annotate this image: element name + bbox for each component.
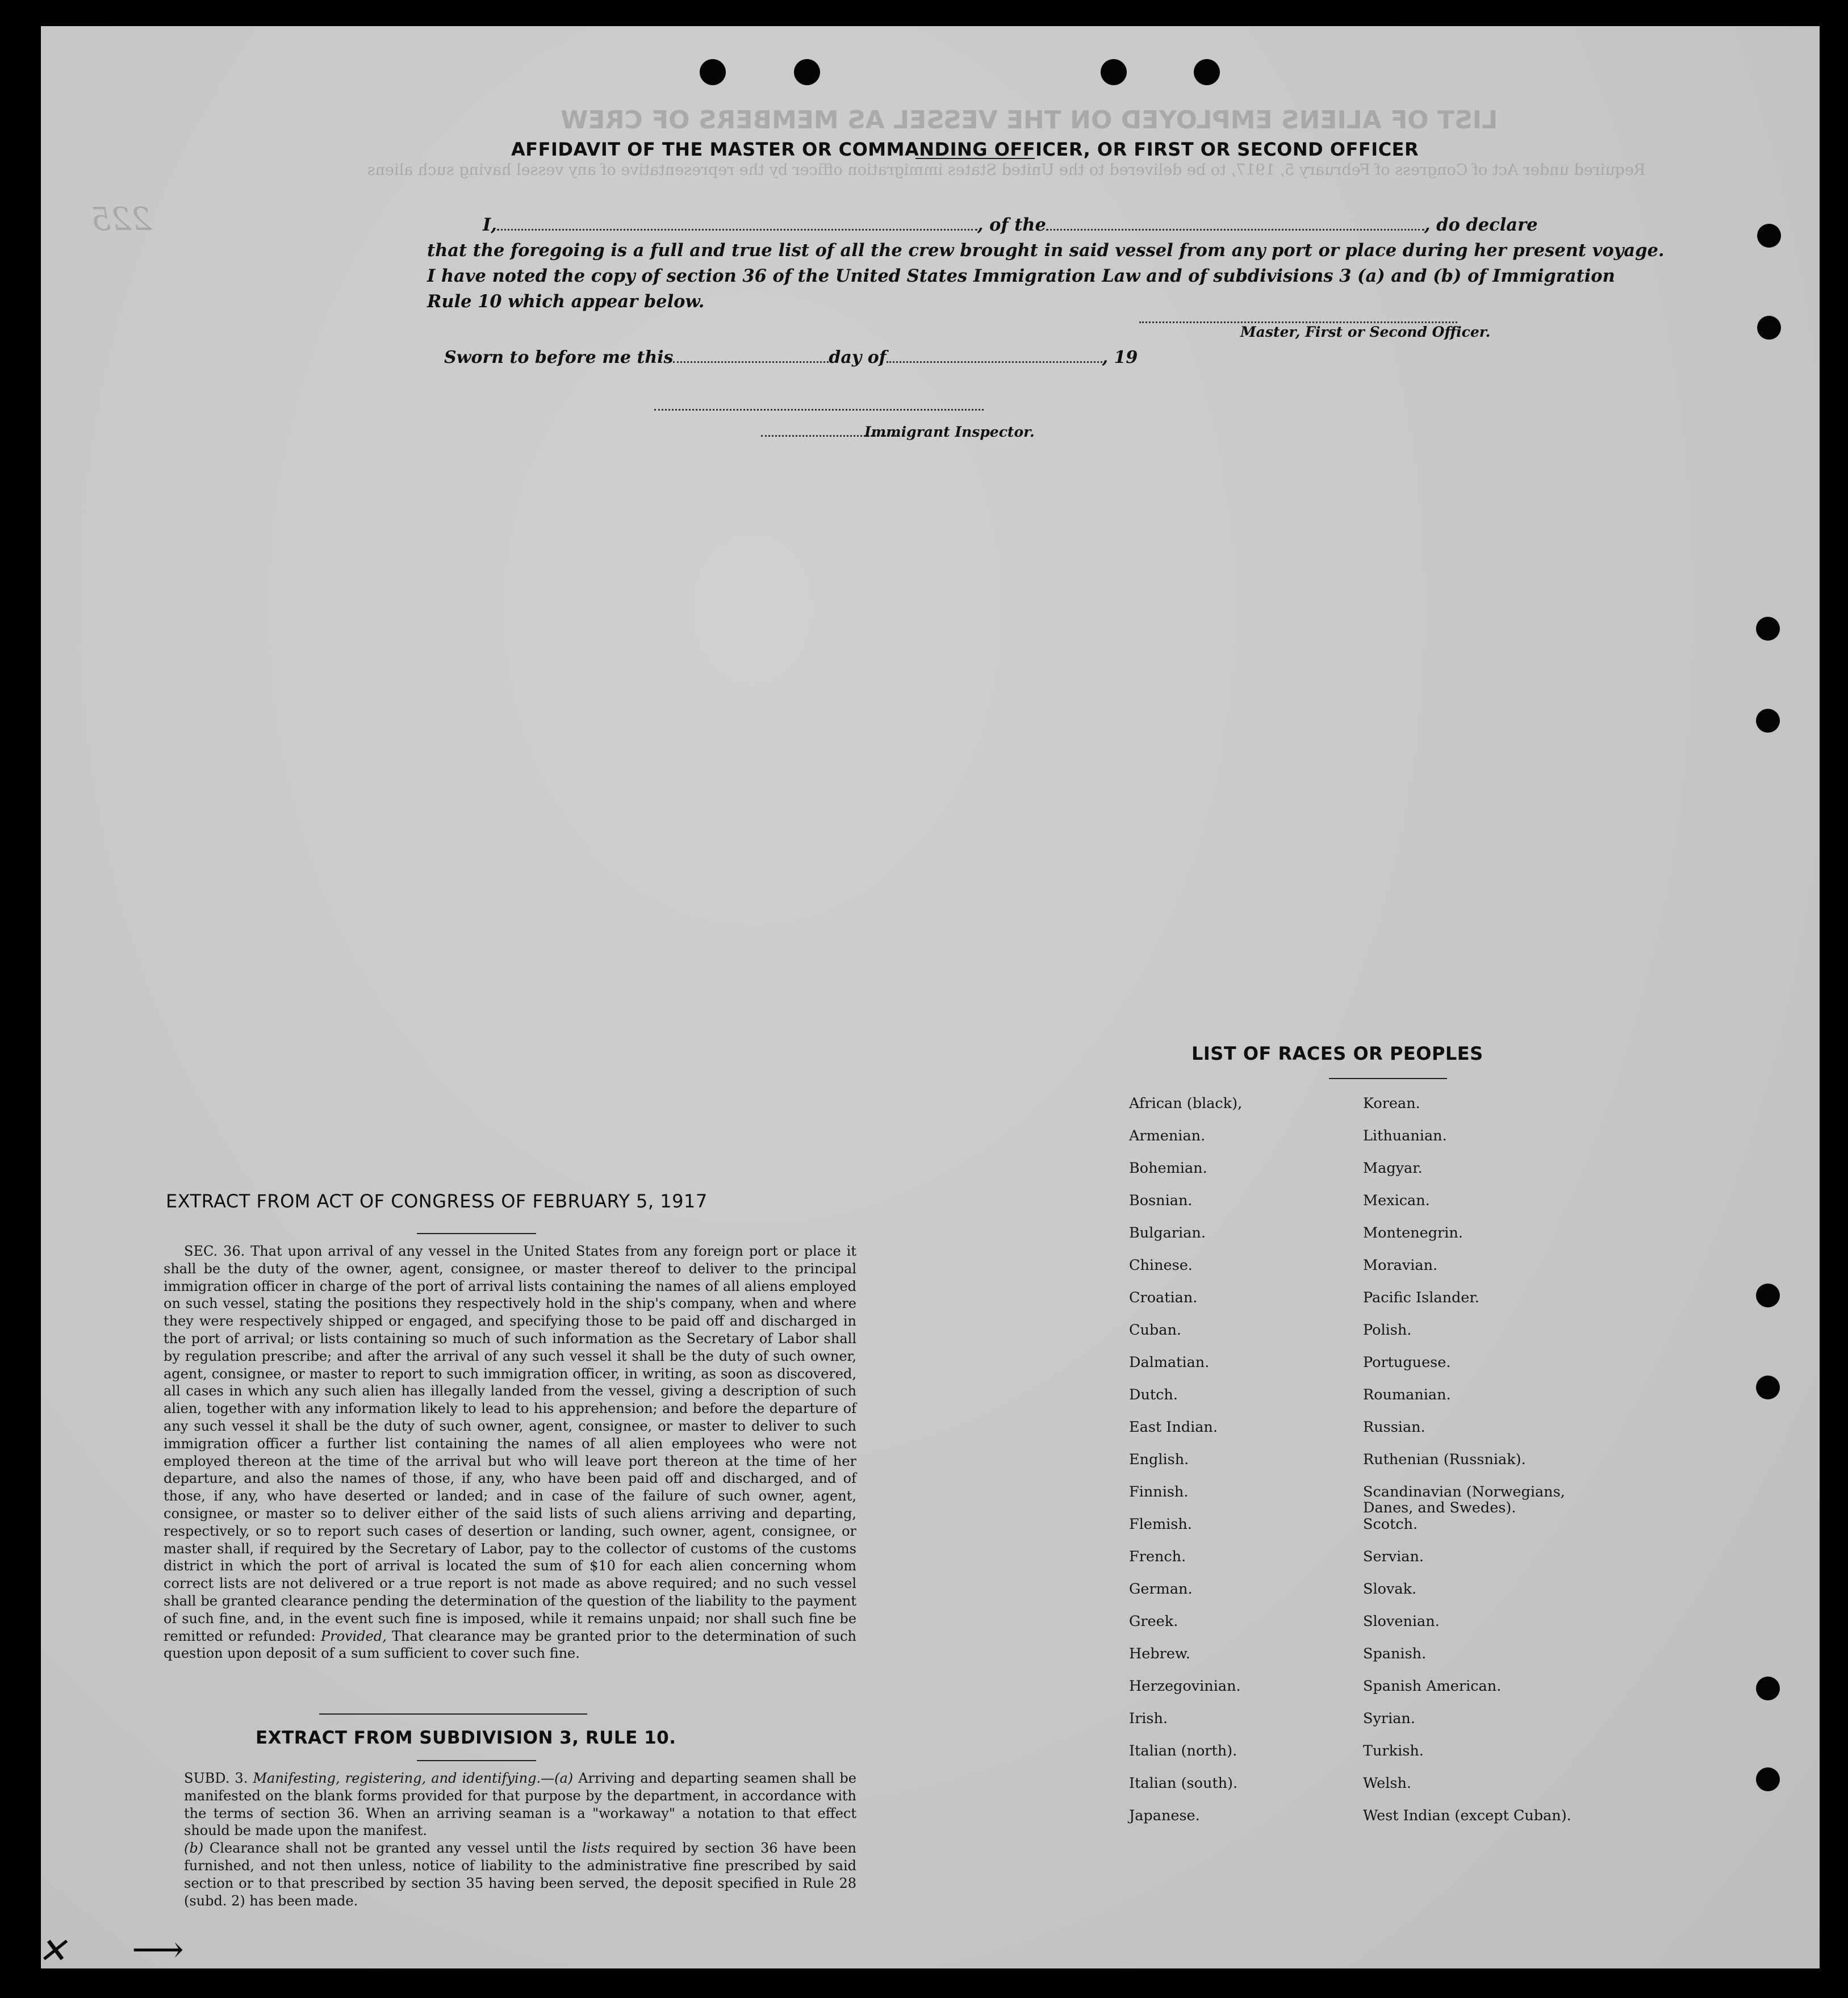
race-left-5: Chinese. <box>1129 1257 1193 1274</box>
race-left-19: Irish. <box>1129 1710 1168 1727</box>
rule-extract-title: EXTRACT FROM SUBDIVISION 3, RULE 10. <box>256 1728 676 1748</box>
act-extract-rule <box>417 1233 536 1234</box>
declaration-do-declare: , do declare <box>1424 215 1538 235</box>
race-right-13: Scotch. <box>1363 1516 1418 1533</box>
race-right-18: Spanish American. <box>1363 1678 1502 1695</box>
bleed-through-required-line: Required under Act of Congress of February 5, 1917, to be delivered to the United States immigration officer by the representative of any vessel having such aliens <box>367 161 1646 179</box>
race-left-0: African (black), <box>1129 1095 1243 1112</box>
races-title-rule <box>1329 1078 1447 1079</box>
master-signature-blank[interactable] <box>1139 309 1457 323</box>
race-left-7: Cuban. <box>1129 1322 1181 1339</box>
bleed-through-title: LIST OF ALIENS EMPLOYED ON THE VESSEL AS MEMBERS OF CREW <box>560 106 1498 135</box>
race-right-5: Moravian. <box>1363 1257 1438 1274</box>
race-right-1: Lithuanian. <box>1363 1127 1447 1144</box>
subd-b-lists: lists <box>582 1840 611 1857</box>
race-right-21: Welsh. <box>1363 1775 1411 1792</box>
declaration-of-the: , of the <box>977 215 1046 235</box>
race-right-17: Spanish. <box>1363 1645 1427 1662</box>
subd-a-lead: SUBD. 3. <box>184 1770 248 1786</box>
race-left-14: French. <box>1129 1548 1186 1565</box>
affidavit-title-rule <box>915 158 1035 159</box>
race-left-11: English. <box>1129 1451 1189 1468</box>
race-right-12: Scandinavian (Norwegians, Danes, and Swedes). <box>1363 1483 1565 1516</box>
name-blank[interactable] <box>497 216 977 231</box>
master-signature-label: Master, First or Second Officer. <box>1240 324 1491 340</box>
race-left-16: Greek. <box>1129 1613 1178 1630</box>
sworn-day-blank[interactable] <box>673 349 829 363</box>
race-left-12: Finnish. <box>1129 1483 1189 1500</box>
affidavit-title: AFFIDAVIT OF THE MASTER OR COMMANDING OFFICER, OR FIRST OR SECOND OFFICER <box>511 139 1419 160</box>
act-section-36: SEC. 36. That upon arrival of any vessel in the United States from any foreign port or place it shall be the duty of the owner, agent, consignee, or master thereof to deliver to the principal immigration officer in charge of the port of arrival lists containing the names of all aliens employed on such vessel, stating the positions they respectively hold in the ship's company, when and where they were respectively shipped or engaged, and specifying those to be paid off and discharged in the port of arrival; or lists containing so much of such information as the Secretary of Labor shall by regulation prescribe; and after the arrival of any such vessel it shall be the duty of such owner, agent, consignee, or master to report to such immigration officer, in writing, as soon as discovered, all cases in which any such alien has illegally landed from the vessel, giving a description of such alien, together with any information likely to lead to his apprehension; and before the departure of any such vessel it shall be the duty of such owner, agent, consignee, or master to deliver to such immigration officer a further list containing the names of all alien employees who were not employed thereon at the time of the arrival but who will leave port thereon at the time of her departure, and also the names of those, if any, who have been paid off and discharged, and of those, if any, who have deserted or landed; and in case of the failure of such owner, agent, consignee, or master so to deliver either of the said lists of such aliens arriving and departing, respectively, or so to report such cases of desertion or landing, such owner, agent, consignee, or master shall, if required by the Secretary of Labor, pay to the collector of customs of the customs district in which the port of arrival is located the sum of $10 for each alien concerning whom correct lists are not delivered or a true report is not made as above required; and no such vessel shall be granted clearance pending the determination of the question of the liability to the payment of such fine, and, in the event such fine is imposed, while it remains unpaid; nor shall such fine be remitted or refunded: <box>164 1243 856 1644</box>
declaration-line-1 <box>427 212 1537 238</box>
race-right-8: Portuguese. <box>1363 1354 1451 1371</box>
punch-hole-top-2 <box>794 59 820 85</box>
sworn-line <box>444 348 1138 367</box>
race-right-14: Servian. <box>1363 1548 1424 1565</box>
affidavit-declaration <box>427 212 1665 315</box>
race-right-19: Syrian. <box>1363 1710 1415 1727</box>
race-left-8: Dalmatian. <box>1129 1354 1210 1371</box>
race-left-9: Dutch. <box>1129 1386 1178 1403</box>
race-left-10: East Indian. <box>1129 1419 1218 1436</box>
race-left-1: Armenian. <box>1129 1127 1206 1144</box>
subd-a-text: Arriving and departing seamen shall be manifested on the blank forms provided for that purpose by the department, in accordance with the terms of section 36. When an arriving seaman is a "workaway" a notation to that effect should be made upon the manifest. <box>184 1770 856 1839</box>
punch-hole-right-7 <box>1756 1677 1780 1700</box>
subd-b-text1: Clearance shall not be granted any vessel until the <box>209 1840 576 1857</box>
race-right-0: Korean. <box>1363 1095 1420 1112</box>
inspector-signature-blank[interactable] <box>654 396 984 411</box>
punch-hole-top-4 <box>1194 59 1220 85</box>
year-label: , 19 <box>1102 348 1138 367</box>
vessel-blank[interactable] <box>1046 216 1424 231</box>
declaration-line-3: I have noted the copy of section 36 of the United States Immigration Law and of subdivisions 3 (a) and (b) of Immigration <box>427 266 1615 286</box>
punch-hole-right-6 <box>1756 1376 1780 1399</box>
race-right-6: Pacific Islander. <box>1363 1289 1479 1306</box>
race-right-11: Ruthenian (Russniak). <box>1363 1451 1526 1468</box>
subd-b-lead: (b) <box>184 1840 204 1857</box>
race-left-3: Bosnian. <box>1129 1192 1193 1209</box>
races-left-column <box>1129 1096 1356 1840</box>
races-right-column <box>1363 1096 1624 1840</box>
race-right-16: Slovenian. <box>1363 1613 1440 1630</box>
handwritten-mark-arrow: ⟶ <box>132 1929 184 1971</box>
punch-hole-right-3 <box>1756 617 1780 641</box>
punch-hole-right-1 <box>1757 224 1781 248</box>
race-left-15: German. <box>1129 1581 1193 1598</box>
rule-extract-text <box>164 1770 856 1909</box>
race-right-2: Magyar. <box>1363 1160 1423 1177</box>
race-left-18: Herzegovinian. <box>1129 1678 1241 1695</box>
race-right-22: West Indian (except Cuban). <box>1363 1807 1571 1824</box>
race-left-22: Japanese. <box>1129 1807 1200 1824</box>
inspector-label: Immigrant Inspector. <box>864 424 1035 440</box>
act-extract-end-rule <box>319 1713 587 1715</box>
race-right-7: Polish. <box>1363 1322 1412 1339</box>
race-left-2: Bohemian. <box>1129 1160 1207 1177</box>
act-extract-title: EXTRACT FROM ACT OF CONGRESS OF FEBRUARY 5, 1917 <box>166 1190 708 1212</box>
race-left-17: Hebrew. <box>1129 1645 1190 1662</box>
punch-hole-right-4 <box>1756 709 1780 733</box>
sworn-label: Sworn to before me this <box>444 348 674 367</box>
punch-hole-right-2 <box>1757 316 1781 340</box>
act-provided: Provided, <box>320 1628 387 1644</box>
race-left-21: Italian (south). <box>1129 1775 1238 1792</box>
subd-a <box>164 1770 856 1840</box>
punch-hole-right-8 <box>1756 1767 1780 1791</box>
rule-extract-rule <box>417 1760 536 1761</box>
punch-hole-top-1 <box>700 59 726 85</box>
race-right-10: Russian. <box>1363 1419 1425 1436</box>
declaration-line-2: that the foregoing is a full and true list of all the crew brought in said vessel from any port or place during her present voyage. <box>427 240 1665 261</box>
subd-a-heading: Manifesting, registering, and identifying.—(a) <box>253 1770 574 1786</box>
race-left-6: Croatian. <box>1129 1289 1198 1306</box>
punch-hole-top-3 <box>1101 59 1127 85</box>
race-left-20: Italian (north). <box>1129 1742 1237 1759</box>
race-right-9: Roumanian. <box>1363 1386 1451 1403</box>
bleed-through-number: 225 <box>91 201 152 238</box>
act-text-end: That clearance may be granted prior to the determination of such question upon deposit of a sum sufficient to cover such fine. <box>164 1628 857 1662</box>
races-title: LIST OF RACES OR PEOPLES <box>1191 1043 1483 1064</box>
subd-b <box>164 1840 856 1909</box>
race-right-20: Turkish. <box>1363 1742 1424 1759</box>
subd-b-text2: required by section 36 have been furnished, and not then unless, notice of liability to the administrative fine prescribed by said section or to that prescribed by section 35 having been served, the deposit specified in Rule 28 (subd. 2) has been made. <box>184 1840 856 1909</box>
declaration-line-4: Rule 10 which appear below. <box>427 291 705 312</box>
day-of-label: day of <box>829 348 887 367</box>
race-left-13: Flemish. <box>1129 1516 1192 1533</box>
act-extract-text <box>164 1243 856 1662</box>
declaration-i: I, <box>483 215 497 235</box>
race-right-3: Mexican. <box>1363 1192 1430 1209</box>
race-left-4: Bulgarian. <box>1129 1224 1206 1242</box>
sworn-month-blank[interactable] <box>887 349 1102 363</box>
race-right-15: Slovak. <box>1363 1581 1417 1598</box>
punch-hole-right-5 <box>1756 1284 1780 1307</box>
race-right-4: Montenegrin. <box>1363 1224 1463 1242</box>
document-page <box>37 26 1820 1971</box>
handwritten-mark-left: ✕ <box>37 1930 67 1971</box>
